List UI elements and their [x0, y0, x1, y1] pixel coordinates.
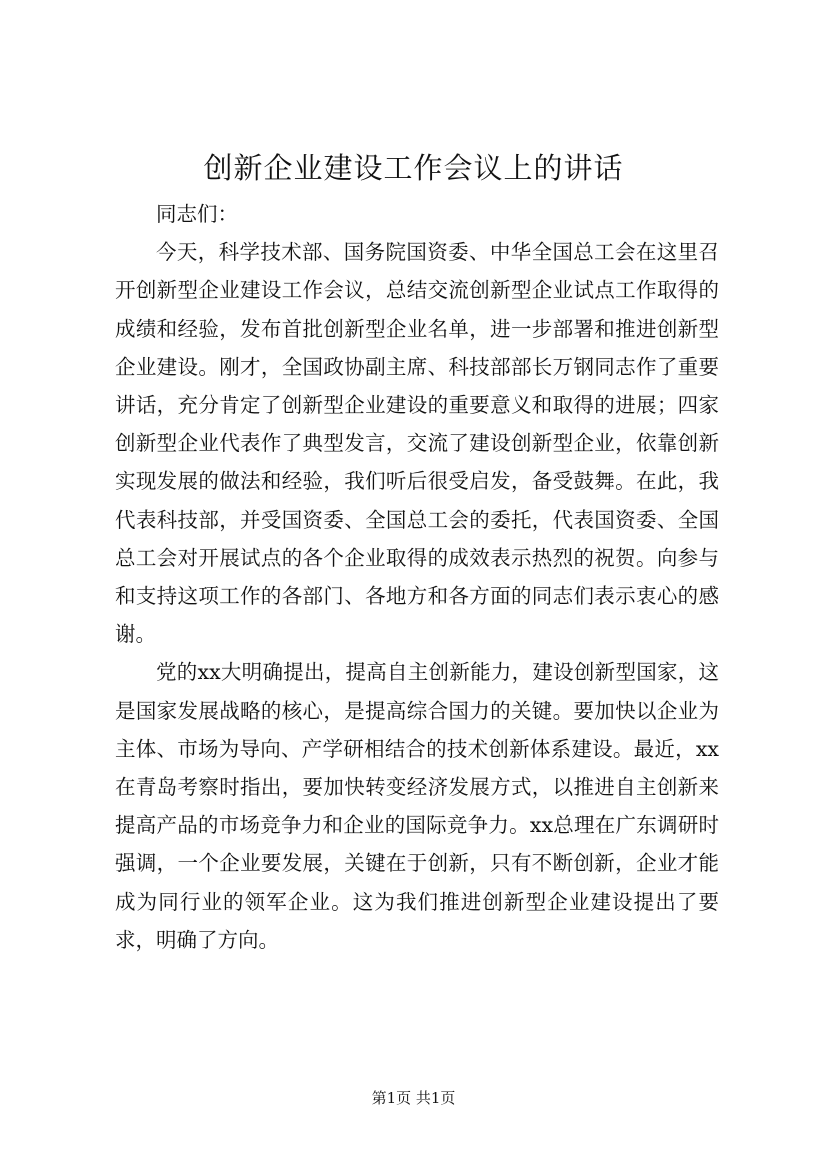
document-title: 创新企业建设工作会议上的讲话	[203, 151, 624, 185]
document-body	[115, 195, 719, 959]
paragraph-2: 党的xx大明确提出，提高自主创新能力，建设创新型国家，这是国家发展战略的核心，是提高综合国力的关键。要加快以企业为主体、市场为导向、产学研相结合的技术创新体系建设。最近，xx在青岛考察时指出，要加快转变经济发展方式，以推进自主创新来提高产品的市场竞争力和企业的国际竞争力。xx总理在广东调研时强调，一个企业要发展，关键在于创新，只有不断创新，企业才能成为同行业的领军企业。这为我们推进创新型企业建设提出了要求，明确了方向。	[115, 660, 719, 952]
paragraph-1: 今天，科学技术部、国务院国资委、中华全国总工会在这里召开创新型企业建设工作会议，总结交流创新型企业试点工作取得的成绩和经验，发布首批创新型企业名单，进一步部署和推进创新型企业建设。刚才，全国政协副主席、科技部部长万钢同志作了重要讲话，充分肯定了创新型企业建设的重要意义和取得的进展；四家创新型企业代表作了典型发言，交流了建设创新型企业，依靠创新实现发展的做法和经验，我们听后很受启发，备受鼓舞。在此，我代表科技部，并受国资委、全国总工会的委托，代表国资委、全国总工会对开展试点的各个企业取得的成效表示热烈的祝贺。向参与和支持这项工作的各部门、各地方和各方面的同志们表示衷心的感谢。	[115, 240, 719, 647]
salutation: 同志们：	[156, 202, 238, 226]
page-footer: 第1页 共1页	[371, 1089, 456, 1107]
